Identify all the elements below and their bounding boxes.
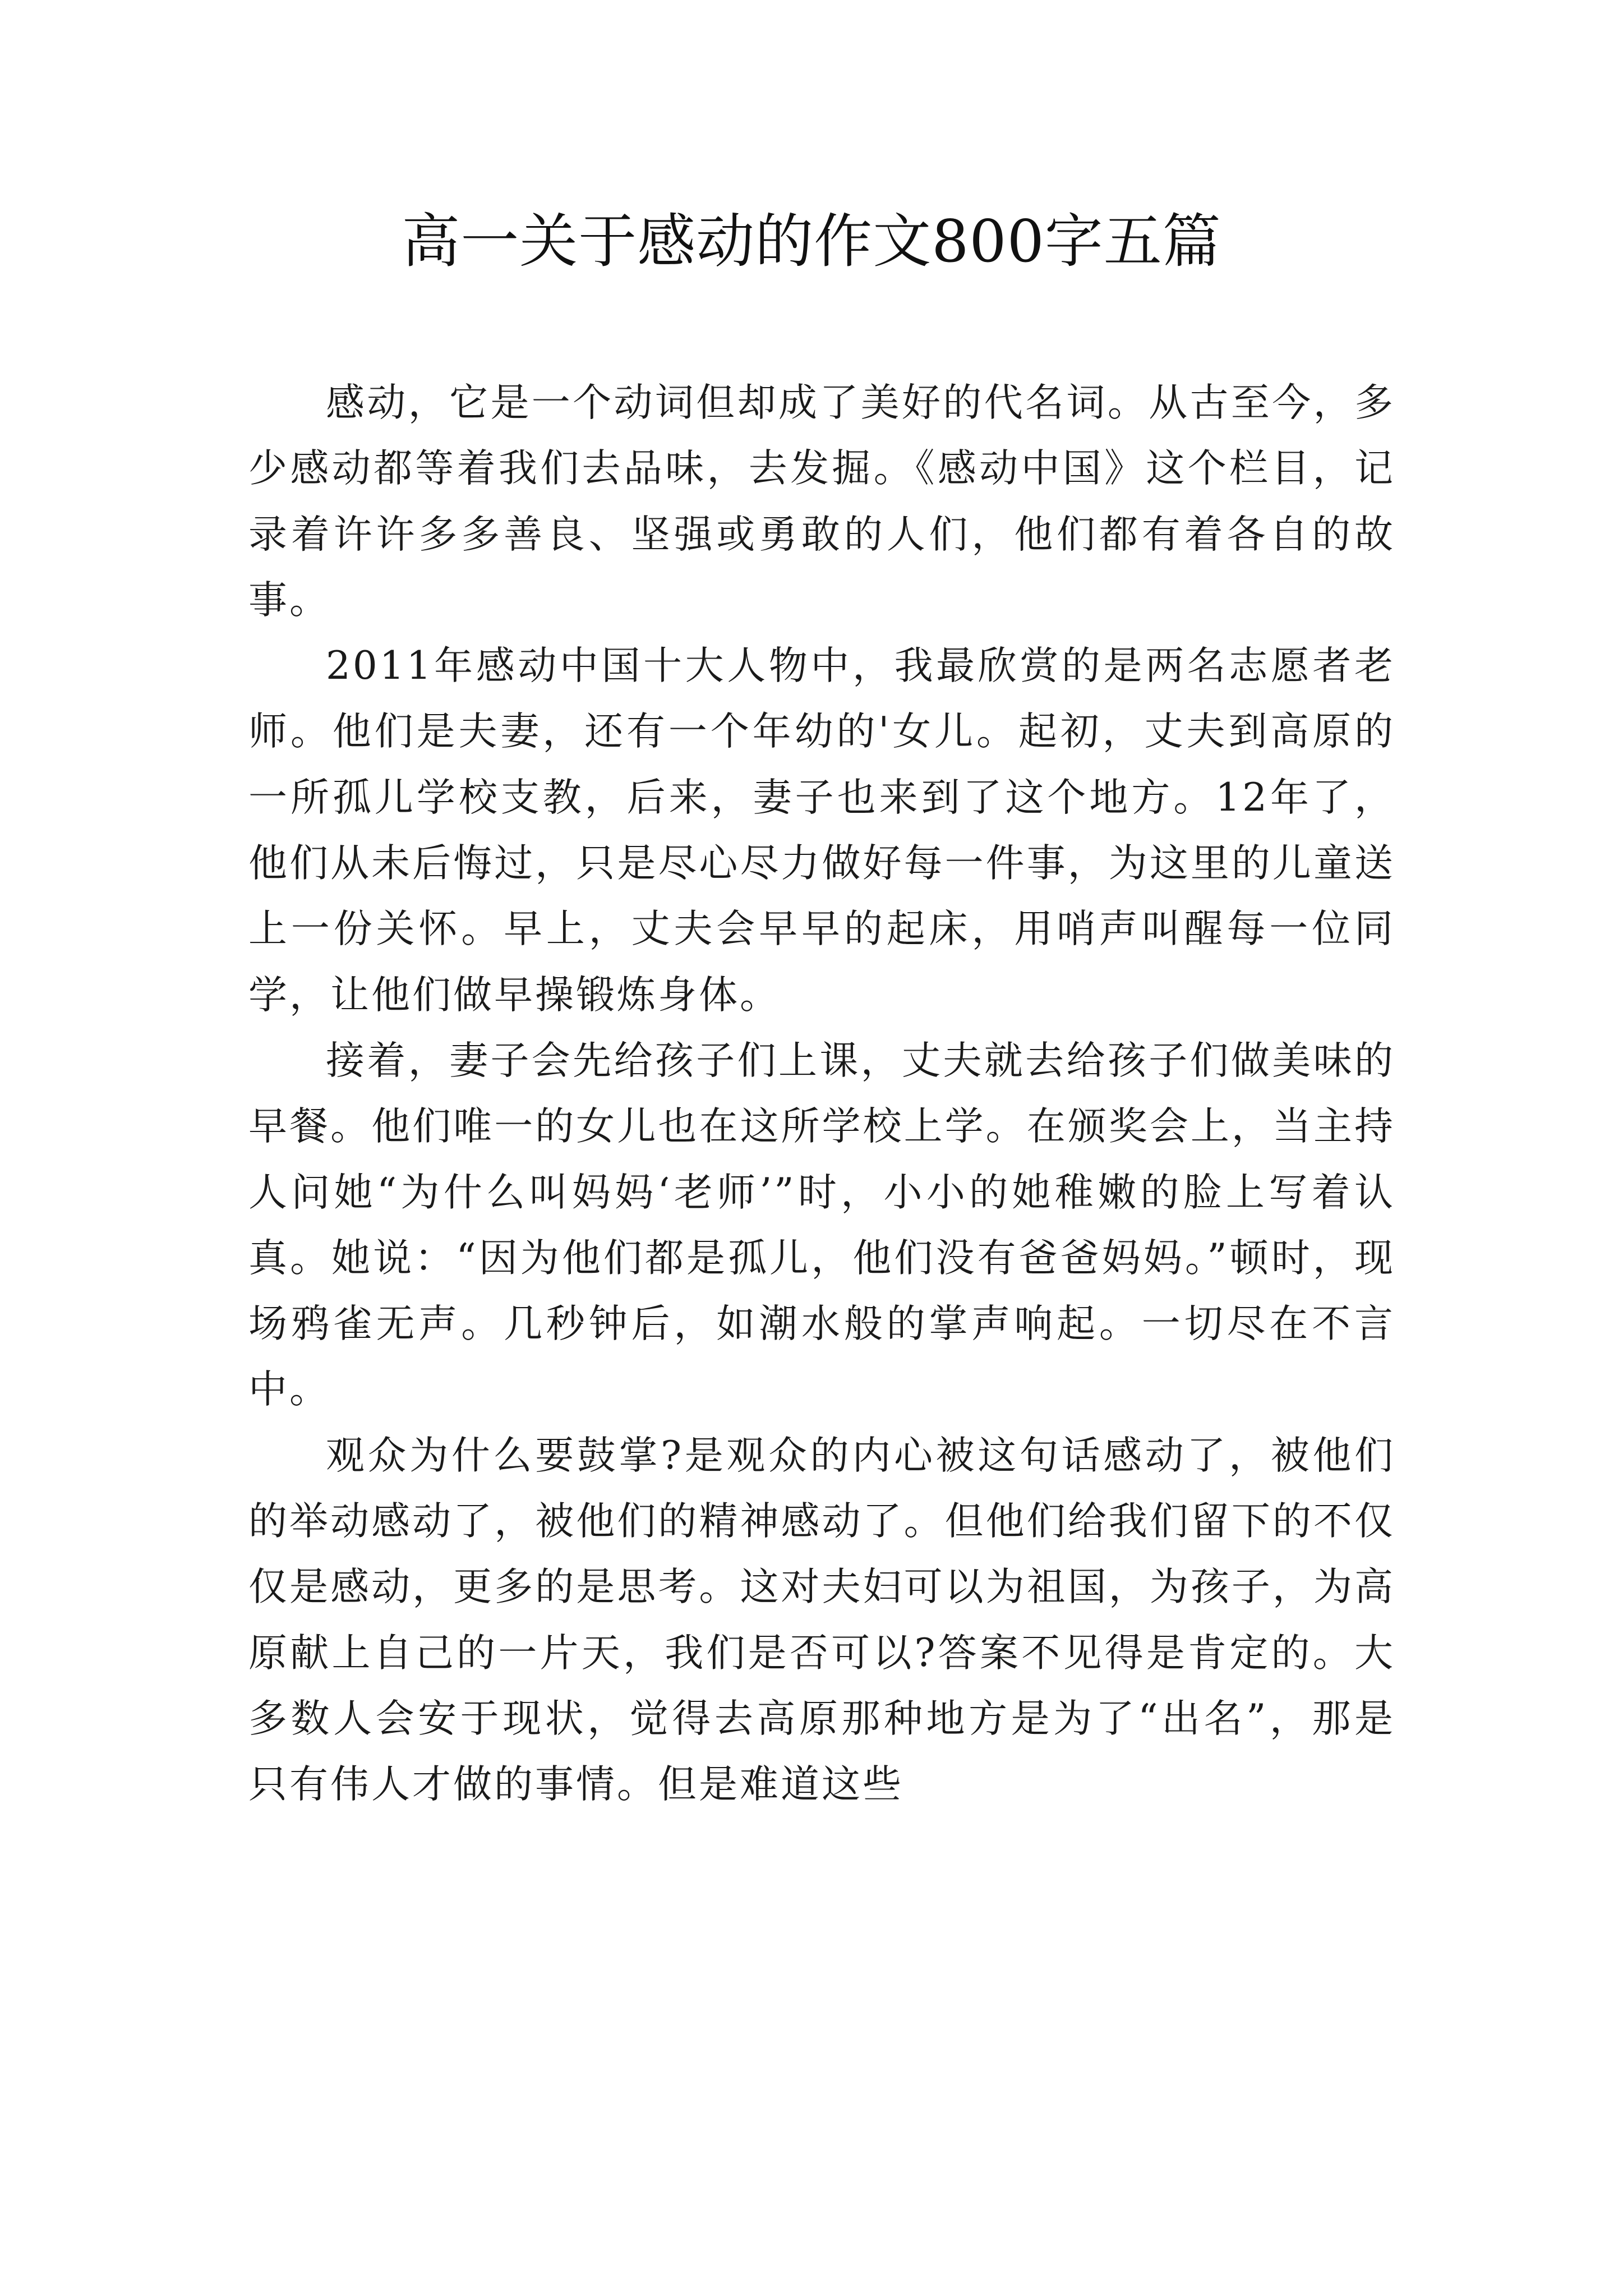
paragraph-2: 2011年感动中国十大人物中，我最欣赏的是两名志愿者老师。他们是夫妻，还有一个年幼的'女儿。起初，丈夫到高原的一所孤儿学校支教，后来，妻子也来到了这个地方。12年了，他们从未后悔过，只是尽心尽力做好每一件事，为这里的儿童送上一份关怀。早上，丈夫会早早的起床，用哨声叫醒每一位同学，让他们做早操锻炼身体。 [248, 643, 1395, 1018]
paragraph-3: 接着，妻子会先给孩子们上课，丈夫就去给孩子们做美味的早餐。他们唯一的女儿也在这所学校上学。在颁奖会上，当主持人问她“为什么叫妈妈‘老师’”时，小小的她稚嫩的脸上写着认真。她说：“因为他们都是孤儿，他们没有爸爸妈妈。”顿时，现场鸦雀无声。几秒钟后，如潮水般的掌声响起。一切尽在不言中。 [248, 1038, 1395, 1412]
document-title: 高一关于感动的作文800字五篇 [402, 207, 1221, 275]
paragraph-1: 感动，它是一个动词但却成了美好的代名词。从古至今，多少感动都等着我们去品味，去发掘。《感动中国》这个栏目，记录着许许多多善良、坚强或勇敢的人们，他们都有着各自的故事。 [248, 380, 1395, 623]
document-body [248, 370, 1395, 1818]
paragraph-4: 观众为什么要鼓掌?是观众的内心被这句话感动了，被他们的举动感动了，被他们的精神感动了。但他们给我们留下的不仅仅是感动，更多的是思考。这对夫妇可以为祖国，为孩子，为高原献上自己的一片天，我们是否可以?答案不见得是肯定的。大多数人会安于现状，觉得去高原那种地方是为了“出名”，那是只有伟人才做的事情。但是难道这些 [248, 1433, 1395, 1807]
